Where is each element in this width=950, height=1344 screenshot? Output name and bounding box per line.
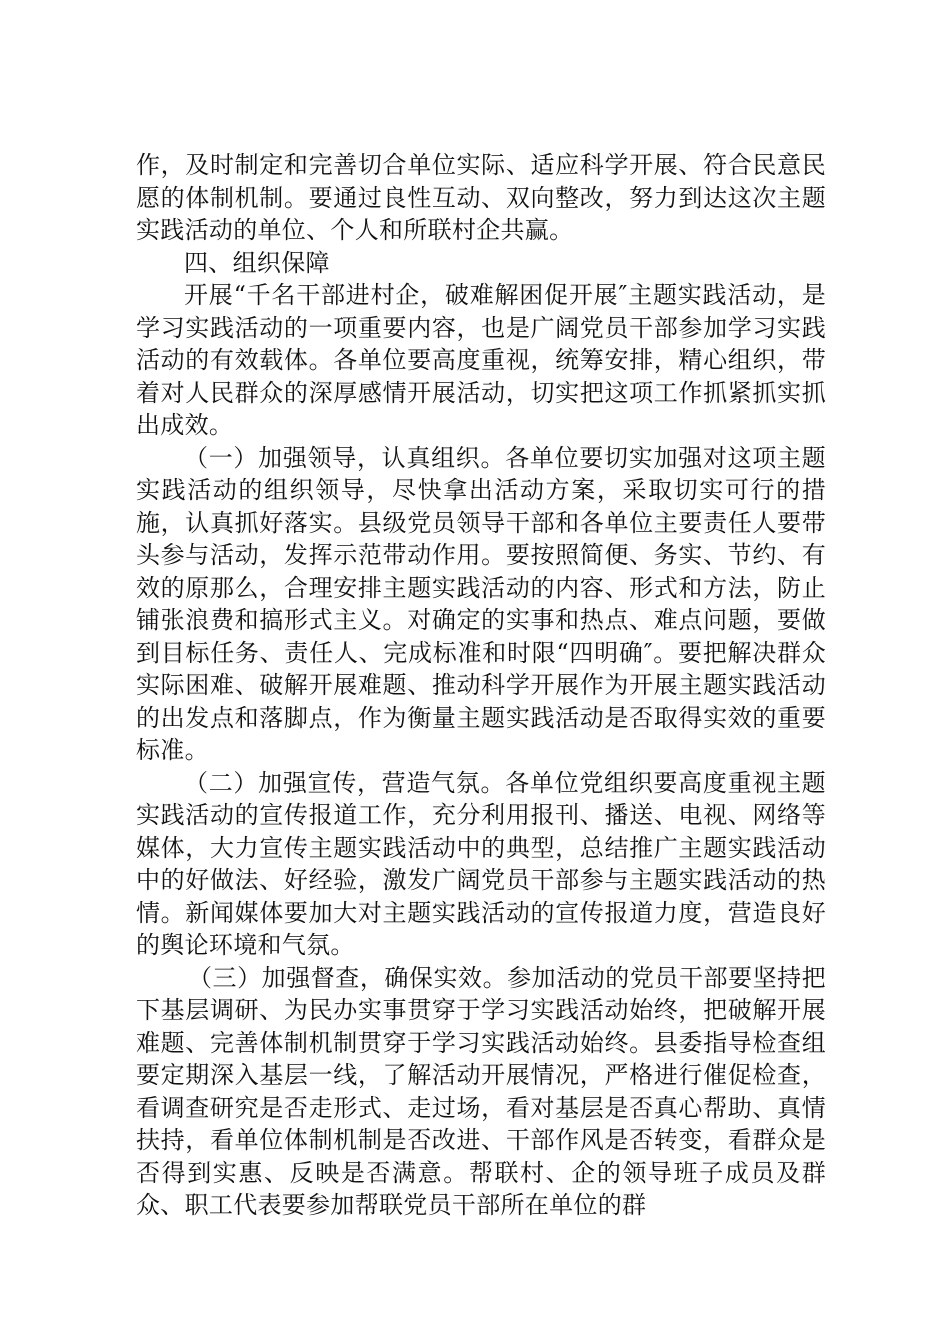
paragraph-continuation: 作，及时制定和完善切合单位实际、适应科学开展、符合民意民愿的体制机制。要通过良性互动、双向整改，努力到达这次主题实践活动的单位、个人和所联村企共赢。 <box>136 151 826 244</box>
paragraph-subsection-three: （三）加强督查，确保实效。参加活动的党员干部要坚持把下基层调研、为民办实事贯穿于学习实践活动始终，把破解开展难题、完善体制机制贯穿于学习实践活动始终。县委指导检查组要定期深入基层一线，了解活动开展情况，严格进行催促检查，看调查研究是否走形式、走过场，看对基层是否真心帮助、真情扶持，看单位体制机制是否改进、干部作风是否转变，看群众是否得到实惠、反映是否满意。帮联村、企的领导班子成员及群众、职工代表要参加帮联党员干部所在单位的群 <box>136 963 826 1219</box>
section-heading: 四、组织保障 <box>184 248 330 277</box>
paragraph-subsection-two: （二）加强宣传，营造气氛。各单位党组织要高度重视主题实践活动的宣传报道工作，充分利用报刊、播送、电视、网络等媒体，大力宣传主题实践活动中的典型，总结推广主题实践活动中的好做法、好经验，激发广阔党员干部参与主题实践活动的热情。新闻媒体要加大对主题实践活动的宣传报道力度，营造良好的舆论环境和气氛。 <box>136 768 826 959</box>
document-body <box>136 149 826 1222</box>
paragraph-subsection-one: （一）加强领导，认真组织。各单位要切实加强对这项主题实践活动的组织领导，尽快拿出活动方案，采取切实可行的措施，认真抓好落实。县级党员领导干部和各单位主要责任人要带头参与活动，发挥示范带动作用。要按照简便、务实、节约、有效的原那么，合理安排主题实践活动的内容、形式和方法，防止铺张浪费和搞形式主义。对确定的实事和热点、难点问题，要做到目标任务、责任人、完成标准和时限“四明确″。要把解决群众实际困难、破解开展难题、推动科学开展作为开展主题实践活动的出发点和落脚点，作为衡量主题实践活动是否取得实效的重要标准。 <box>136 443 826 764</box>
paragraph-body: 开展“千名干部进村企，破难解困促开展″主题实践活动，是学习实践活动的一项重要内容，也是广阔党员干部参加学习实践活动的有效载体。各单位要高度重视，统筹安排，精心组织，带着对人民群众的深厚感情开展活动，切实把这项工作抓紧抓实抓出成效。 <box>136 281 826 439</box>
